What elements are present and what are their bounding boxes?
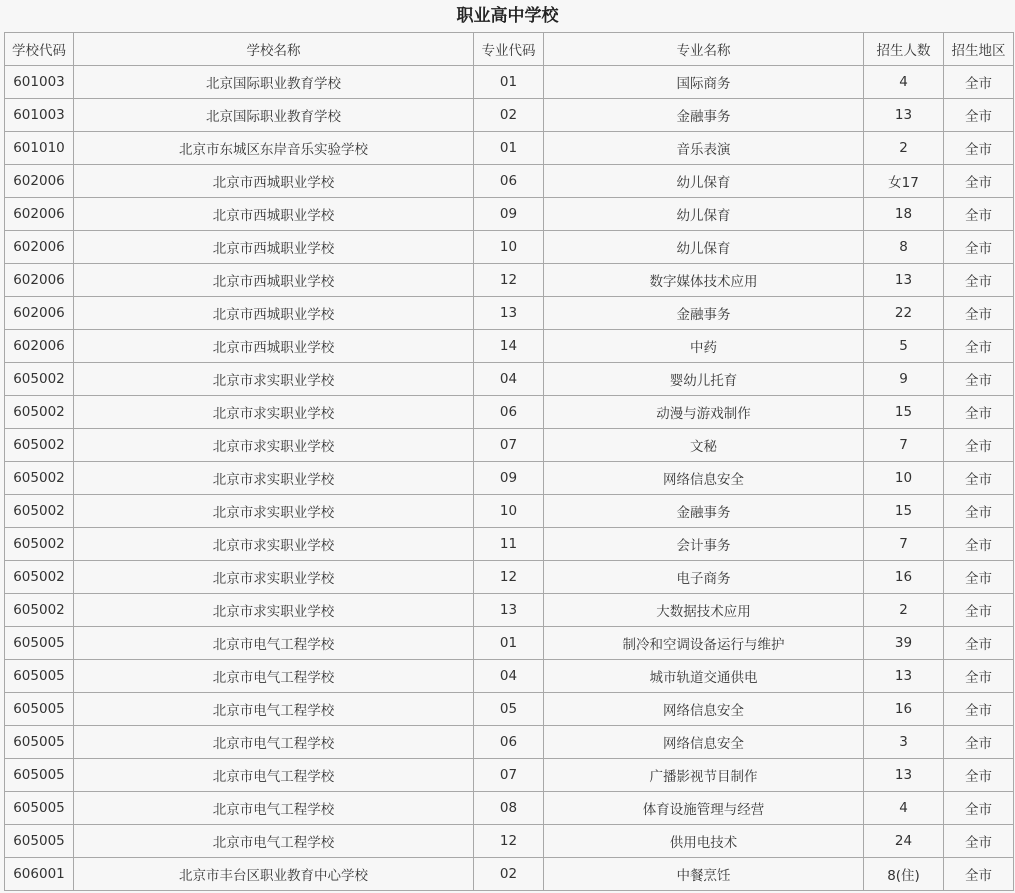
cell-major-name: 中餐烹饪 [544, 858, 864, 891]
cell-major-code: 02 [474, 99, 544, 132]
cell-region: 全市 [944, 495, 1014, 528]
cell-major-name: 婴幼儿托育 [544, 363, 864, 396]
table-row [5, 330, 1014, 363]
cell-region: 全市 [944, 825, 1014, 858]
cell-school-code: 602006 [5, 231, 74, 264]
cell-school-name: 北京国际职业教育学校 [74, 99, 474, 132]
cell-school-name: 北京市求实职业学校 [74, 363, 474, 396]
cell-major-name: 网络信息安全 [544, 462, 864, 495]
cell-school-code: 605005 [5, 825, 74, 858]
cell-major-name: 中药 [544, 330, 864, 363]
cell-major-name: 网络信息安全 [544, 726, 864, 759]
cell-region: 全市 [944, 693, 1014, 726]
cell-major-code: 02 [474, 858, 544, 891]
cell-enrollment: 4 [864, 792, 944, 825]
cell-school-code: 605005 [5, 726, 74, 759]
cell-school-code: 605005 [5, 627, 74, 660]
cell-major-code: 08 [474, 792, 544, 825]
cell-enrollment: 13 [864, 264, 944, 297]
cell-region: 全市 [944, 858, 1014, 891]
cell-school-name: 北京市西城职业学校 [74, 198, 474, 231]
cell-major-code: 10 [474, 231, 544, 264]
table-row [5, 693, 1014, 726]
cell-major-code: 12 [474, 825, 544, 858]
cell-school-name: 北京市求实职业学校 [74, 429, 474, 462]
cell-school-code: 601010 [5, 132, 74, 165]
header-school-code: 学校代码 [5, 33, 74, 66]
cell-region: 全市 [944, 132, 1014, 165]
cell-school-name: 北京市东城区东岸音乐实验学校 [74, 132, 474, 165]
cell-major-code: 14 [474, 330, 544, 363]
cell-major-name: 金融事务 [544, 297, 864, 330]
table-body [5, 66, 1014, 891]
header-enrollment: 招生人数 [864, 33, 944, 66]
cell-enrollment: 5 [864, 330, 944, 363]
cell-school-code: 605002 [5, 495, 74, 528]
table-row [5, 660, 1014, 693]
cell-region: 全市 [944, 231, 1014, 264]
cell-region: 全市 [944, 198, 1014, 231]
cell-major-code: 12 [474, 264, 544, 297]
table-row [5, 396, 1014, 429]
cell-school-name: 北京市求实职业学校 [74, 561, 474, 594]
cell-school-code: 602006 [5, 264, 74, 297]
cell-enrollment: 16 [864, 693, 944, 726]
cell-region: 全市 [944, 759, 1014, 792]
cell-enrollment: 7 [864, 528, 944, 561]
table-row [5, 858, 1014, 891]
cell-major-name: 会计事务 [544, 528, 864, 561]
cell-region: 全市 [944, 165, 1014, 198]
cell-major-name: 数字媒体技术应用 [544, 264, 864, 297]
cell-major-name: 广播影视节目制作 [544, 759, 864, 792]
cell-school-code: 601003 [5, 99, 74, 132]
cell-school-name: 北京市求实职业学校 [74, 495, 474, 528]
cell-major-code: 01 [474, 66, 544, 99]
table-row [5, 132, 1014, 165]
cell-school-code: 605002 [5, 462, 74, 495]
cell-major-name: 国际商务 [544, 66, 864, 99]
cell-school-name: 北京市西城职业学校 [74, 231, 474, 264]
cell-major-code: 01 [474, 627, 544, 660]
cell-enrollment: 4 [864, 66, 944, 99]
cell-region: 全市 [944, 660, 1014, 693]
cell-enrollment: 7 [864, 429, 944, 462]
cell-school-name: 北京市西城职业学校 [74, 330, 474, 363]
cell-major-code: 06 [474, 396, 544, 429]
cell-school-code: 605002 [5, 363, 74, 396]
cell-major-name: 幼儿保育 [544, 165, 864, 198]
cell-enrollment: 8 [864, 231, 944, 264]
cell-school-name: 北京市丰台区职业教育中心学校 [74, 858, 474, 891]
table-row [5, 495, 1014, 528]
table-header-row [5, 33, 1014, 66]
header-major-name: 专业名称 [544, 33, 864, 66]
header-major-code: 专业代码 [474, 33, 544, 66]
table-row [5, 66, 1014, 99]
cell-school-name: 北京市求实职业学校 [74, 462, 474, 495]
cell-region: 全市 [944, 528, 1014, 561]
cell-major-name: 金融事务 [544, 495, 864, 528]
cell-school-code: 602006 [5, 330, 74, 363]
schools-table [4, 32, 1014, 891]
cell-major-code: 13 [474, 594, 544, 627]
cell-enrollment: 13 [864, 660, 944, 693]
cell-school-code: 605002 [5, 528, 74, 561]
cell-region: 全市 [944, 396, 1014, 429]
cell-school-code: 605002 [5, 594, 74, 627]
cell-major-code: 06 [474, 726, 544, 759]
table-row [5, 231, 1014, 264]
cell-major-code: 09 [474, 198, 544, 231]
cell-major-name: 文秘 [544, 429, 864, 462]
cell-school-code: 605005 [5, 693, 74, 726]
cell-school-name: 北京市西城职业学校 [74, 264, 474, 297]
cell-major-code: 07 [474, 429, 544, 462]
table-row [5, 99, 1014, 132]
cell-region: 全市 [944, 297, 1014, 330]
cell-major-name: 体育设施管理与经营 [544, 792, 864, 825]
table-row [5, 627, 1014, 660]
cell-major-name: 制冷和空调设备运行与维护 [544, 627, 864, 660]
cell-enrollment: 16 [864, 561, 944, 594]
cell-school-code: 605002 [5, 561, 74, 594]
cell-enrollment: 3 [864, 726, 944, 759]
cell-major-name: 金融事务 [544, 99, 864, 132]
cell-enrollment: 24 [864, 825, 944, 858]
table-row [5, 297, 1014, 330]
page-title: 职业高中学校 [456, 6, 559, 26]
cell-school-code: 602006 [5, 297, 74, 330]
cell-school-code: 606001 [5, 858, 74, 891]
cell-enrollment: 2 [864, 132, 944, 165]
cell-enrollment: 15 [864, 495, 944, 528]
cell-school-name: 北京国际职业教育学校 [74, 66, 474, 99]
cell-region: 全市 [944, 561, 1014, 594]
cell-enrollment: 2 [864, 594, 944, 627]
cell-school-code: 605002 [5, 429, 74, 462]
cell-region: 全市 [944, 66, 1014, 99]
cell-school-code: 605005 [5, 660, 74, 693]
cell-school-code: 602006 [5, 165, 74, 198]
cell-major-code: 09 [474, 462, 544, 495]
cell-major-code: 05 [474, 693, 544, 726]
table-row [5, 462, 1014, 495]
cell-school-code: 601003 [5, 66, 74, 99]
cell-school-name: 北京市电气工程学校 [74, 693, 474, 726]
cell-major-code: 07 [474, 759, 544, 792]
cell-major-code: 10 [474, 495, 544, 528]
table-row [5, 561, 1014, 594]
cell-school-name: 北京市电气工程学校 [74, 726, 474, 759]
table-row [5, 759, 1014, 792]
cell-school-name: 北京市电气工程学校 [74, 660, 474, 693]
cell-major-code: 06 [474, 165, 544, 198]
cell-region: 全市 [944, 330, 1014, 363]
cell-major-name: 电子商务 [544, 561, 864, 594]
cell-enrollment: 8(住) [864, 858, 944, 891]
cell-region: 全市 [944, 363, 1014, 396]
cell-enrollment: 13 [864, 759, 944, 792]
header-region: 招生地区 [944, 33, 1014, 66]
cell-major-name: 幼儿保育 [544, 231, 864, 264]
cell-major-name: 城市轨道交通供电 [544, 660, 864, 693]
table-row [5, 264, 1014, 297]
cell-school-name: 北京市西城职业学校 [74, 165, 474, 198]
cell-school-name: 北京市电气工程学校 [74, 627, 474, 660]
table-row [5, 429, 1014, 462]
cell-major-name: 网络信息安全 [544, 693, 864, 726]
header-school-name: 学校名称 [74, 33, 474, 66]
cell-major-name: 大数据技术应用 [544, 594, 864, 627]
table-row [5, 165, 1014, 198]
cell-enrollment: 10 [864, 462, 944, 495]
cell-major-code: 11 [474, 528, 544, 561]
cell-major-name: 动漫与游戏制作 [544, 396, 864, 429]
cell-region: 全市 [944, 792, 1014, 825]
cell-region: 全市 [944, 594, 1014, 627]
table-row [5, 528, 1014, 561]
cell-major-name: 幼儿保育 [544, 198, 864, 231]
cell-region: 全市 [944, 429, 1014, 462]
table-row [5, 792, 1014, 825]
cell-enrollment: 39 [864, 627, 944, 660]
cell-region: 全市 [944, 462, 1014, 495]
cell-region: 全市 [944, 726, 1014, 759]
cell-enrollment: 女17 [864, 165, 944, 198]
cell-major-code: 04 [474, 363, 544, 396]
cell-major-name: 音乐表演 [544, 132, 864, 165]
cell-enrollment: 22 [864, 297, 944, 330]
cell-region: 全市 [944, 99, 1014, 132]
cell-school-name: 北京市求实职业学校 [74, 594, 474, 627]
cell-major-code: 01 [474, 132, 544, 165]
cell-school-name: 北京市电气工程学校 [74, 825, 474, 858]
cell-school-name: 北京市求实职业学校 [74, 528, 474, 561]
table-row [5, 363, 1014, 396]
table-row [5, 594, 1014, 627]
cell-school-code: 602006 [5, 198, 74, 231]
cell-enrollment: 18 [864, 198, 944, 231]
cell-school-name: 北京市求实职业学校 [74, 396, 474, 429]
cell-major-code: 13 [474, 297, 544, 330]
cell-major-code: 04 [474, 660, 544, 693]
cell-region: 全市 [944, 264, 1014, 297]
cell-school-name: 北京市电气工程学校 [74, 759, 474, 792]
cell-school-code: 605005 [5, 759, 74, 792]
cell-major-name: 供用电技术 [544, 825, 864, 858]
cell-school-name: 北京市电气工程学校 [74, 792, 474, 825]
cell-school-code: 605002 [5, 396, 74, 429]
cell-major-code: 12 [474, 561, 544, 594]
cell-enrollment: 9 [864, 363, 944, 396]
table-row [5, 726, 1014, 759]
table-row [5, 198, 1014, 231]
table-row [5, 825, 1014, 858]
cell-school-code: 605005 [5, 792, 74, 825]
cell-enrollment: 13 [864, 99, 944, 132]
cell-region: 全市 [944, 627, 1014, 660]
cell-enrollment: 15 [864, 396, 944, 429]
cell-school-name: 北京市西城职业学校 [74, 297, 474, 330]
